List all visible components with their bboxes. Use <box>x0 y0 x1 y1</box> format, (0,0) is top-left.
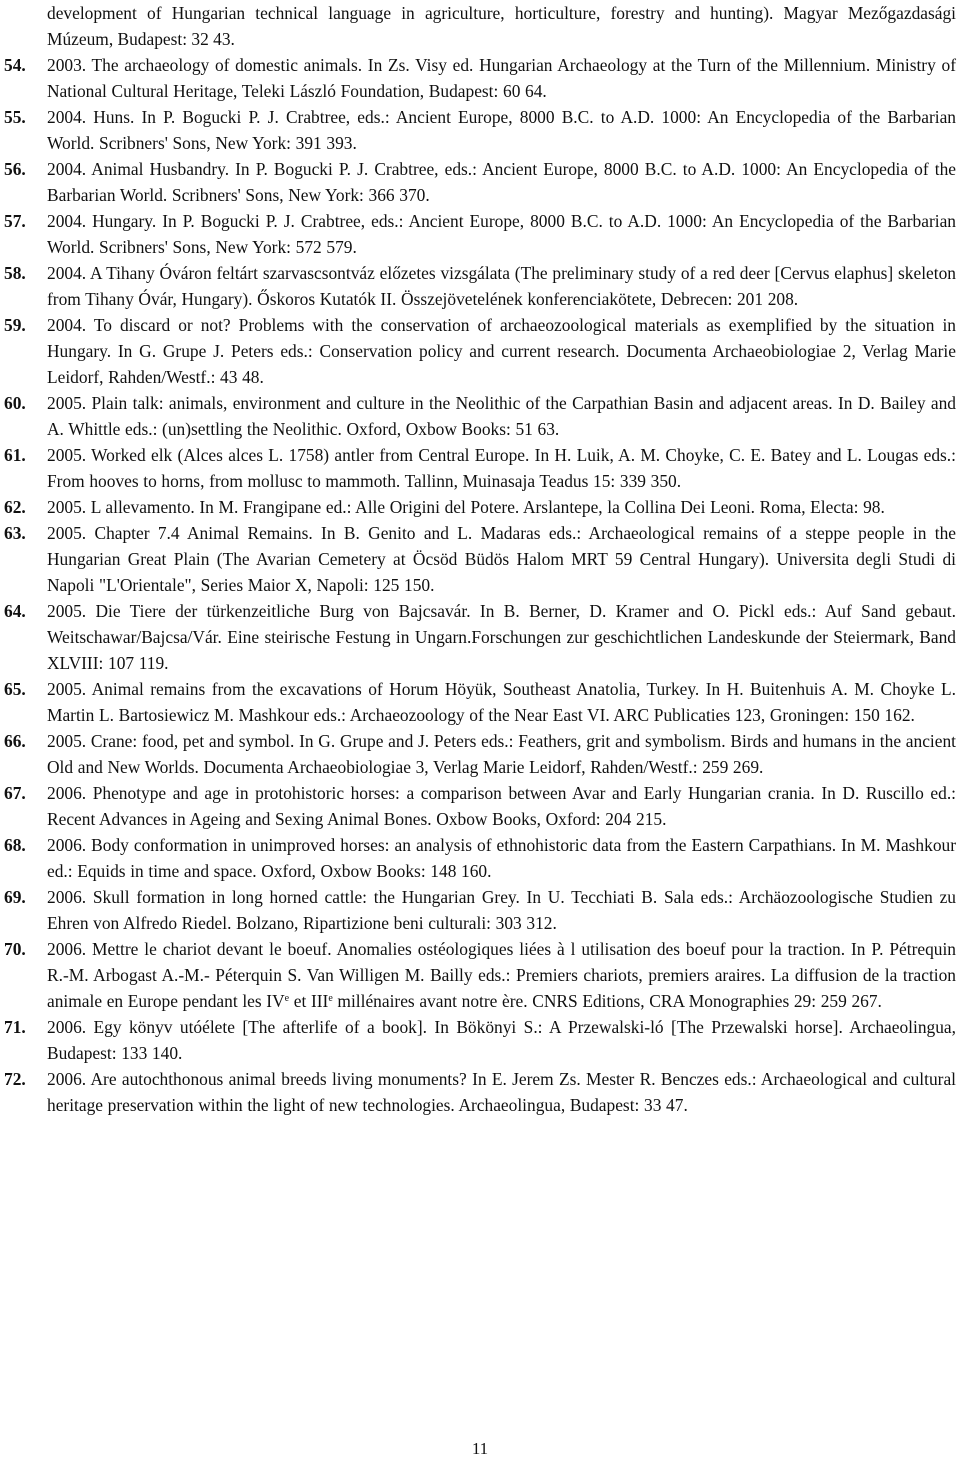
entry-text: 2005. Worked elk (Alces alces L. 1758) antler from Central Europe. In H. Luik, A. M. Choyke, C. E. Batey and L. Lougas eds.: From hooves to horns, from mollusc to mammoth. Tallinn, Muinasaja Teadus 15: 339 350. <box>47 445 956 491</box>
list-item <box>0 1066 956 1118</box>
entry-text-part: 2006. Mettre le chariot devant le boeuf. Anomalies ostéologiques liées à l utilisation des boeuf pour la traction. In P. Pétrequin R.-M. Arbogast A.-M.- Péterquin S. Van Willigen M. Bailly eds.: Premiers chariots, premiers araires. La diffusion de la traction animale en Europe pendant les IV <box>47 939 956 1011</box>
entry-text: 2004. Animal Husbandry. In P. Bogucki P. J. Crabtree, eds.: Ancient Europe, 8000 B.C. to A.D. 1000: An Encyclopedia of the Barbarian World. Scribners' Sons, New York: 366 370. <box>47 159 956 205</box>
entry-number: 60. <box>4 393 26 413</box>
entry-text: 2006. Body conformation in unimproved horses: an analysis of ethnohistoric data from the Eastern Carpathians. In M. Mashkour ed.: Equids in time and space. Oxford, Oxbow Books: 148 160. <box>47 835 956 881</box>
list-item <box>0 312 956 390</box>
entry-text: 2005. L allevamento. In M. Frangipane ed.: Alle Origini del Potere. Arslantepe, la Collina Dei Leoni. Roma, Electa: 98. <box>47 497 885 517</box>
list-item <box>0 728 956 780</box>
entry-number: 57. <box>4 211 26 231</box>
page-number: 11 <box>471 1439 489 1458</box>
list-item <box>0 884 956 936</box>
entry-number: 54. <box>4 55 26 75</box>
entry-number: 68. <box>4 835 26 855</box>
entry-number: 56. <box>4 159 26 179</box>
entry-number: 70. <box>4 939 26 959</box>
entry-text: 2006. Phenotype and age in protohistoric horses: a comparison between Avar and Early Hungarian crania. In D. Ruscillo ed.: Recent Advances in Ageing and Sexing Animal Bones. Oxbow Books, Oxford: 204 215. <box>47 783 956 829</box>
entry-number: 64. <box>4 601 26 621</box>
entry-number: 72. <box>4 1069 26 1089</box>
list-item <box>0 598 956 676</box>
superscript: e <box>328 993 333 1004</box>
entry-text-part: et III <box>289 991 329 1011</box>
entry-text-part: millénaires avant notre ère. CNRS Editions, CRA Monographies 29: 259 267. <box>332 991 882 1011</box>
list-item <box>0 104 956 156</box>
list-item <box>0 442 956 494</box>
entry-number: 63. <box>4 523 26 543</box>
list-item <box>0 52 956 104</box>
entry-text: 2005. Chapter 7.4 Animal Remains. In B. Genito and L. Madaras eds.: Archaeological remains of a steppe people in the Hungarian Great Plain (The Avarian Cemetery at Öcsöd Büdös Halom MRT 59 Central Hungary). Universita degli Studi di Napoli "L'Orientale", Series Maior X, Napoli: 125 150. <box>47 523 956 595</box>
list-item <box>0 832 956 884</box>
entry-text: 2004. Hungary. In P. Bogucki P. J. Crabtree, eds.: Ancient Europe, 8000 B.C. to A.D. 1000: An Encyclopedia of the Barbarian World. Scribners' Sons, New York: 572 579. <box>47 211 956 257</box>
entry-text: 2006. Are autochthonous animal breeds living monuments? In E. Jerem Zs. Mester R. Benczes eds.: Archaeological and cultural heritage preservation within the light of new technologies. Archaeolingua, Budapest: 33 47. <box>47 1069 956 1115</box>
entry-text: 2004. Huns. In P. Bogucki P. J. Crabtree, eds.: Ancient Europe, 8000 B.C. to A.D. 1000: An Encyclopedia of the Barbarian World. Scribners' Sons, New York: 391 393. <box>47 107 956 153</box>
entry-text: 2004. A Tihany Óváron feltárt szarvascsontváz előzetes vizsgálata (The preliminary study of a red deer [Cervus elaphus] skeleton from Tihany Óvár, Hungary). Őskoros Kutatók II. Összejövetelének konferenciakötete, Debrecen: 201 208. <box>47 263 956 309</box>
list-item <box>0 676 956 728</box>
entry-number: 69. <box>4 887 26 907</box>
list-item <box>0 208 956 260</box>
entry-text: 2005. Crane: food, pet and symbol. In G. Grupe and J. Peters eds.: Feathers, grit and symbolism. Birds and humans in the ancient Old and New Worlds. Documenta Archaeobiologiae 3, Verlag Marie Leidorf, Rahden/Westf.: 259 269. <box>47 731 956 777</box>
entry-text: 2005. Die Tiere der türkenzeitliche Burg von Bajcsavár. In B. Berner, D. Kramer and O. Pickl eds.: Auf Sand gebaut. Weitschawar/Bajcsa/Vár. Eine steirische Festung in Ungarn.Forschungen zur geschichtlichen Landeskunde der Steiermark, Band XLVIII: 107 119. <box>47 601 956 673</box>
entry-number: 67. <box>4 783 26 803</box>
entry-text: 2005. Plain talk: animals, environment and culture in the Neolithic of the Carpathian Basin and adjacent areas. In D. Bailey and A. Whittle eds.: (un)settling the Neolithic. Oxford, Oxbow Books: 51 63. <box>47 393 956 439</box>
entry-text: 2004. To discard or not? Problems with the conservation of archaeozoological materials as exemplified by the situation in Hungary. In G. Grupe J. Peters eds.: Conservation policy and current research. Documenta Archaeobiologiae 2, Verlag Marie Leidorf, Rahden/Westf.: 43 48. <box>47 315 956 387</box>
entry-text: 2003. The archaeology of domestic animals. In Zs. Visy ed. Hungarian Archaeology at the Turn of the Millennium. Ministry of National Cultural Heritage, Teleki László Foundation, Budapest: 60 64. <box>47 55 956 101</box>
list-item <box>0 520 956 598</box>
entry-text: 2006. Skull formation in long horned cattle: the Hungarian Grey. In U. Tecchiati B. Sala eds.: Archäozoologische Studien zu Ehren von Alfredo Riedel. Bolzano, Ripartizione beni culturali: 303 312. <box>47 887 956 933</box>
entry-number: 61. <box>4 445 26 465</box>
entry-text: 2006. Egy könyv utóélete [The afterlife of a book]. In Bökönyi S.: A Przewalski-ló [The Przewalski horse]. Archaeolingua, Budapest: 133 140. <box>47 1017 956 1063</box>
continued-entry-text: development of Hungarian technical language in agriculture, horticulture, forestry and hunting). Magyar Mezőgazdasági Múzeum, Budapest: 32 43. <box>47 3 956 49</box>
list-item <box>0 936 956 1014</box>
entry-number: 58. <box>4 263 26 283</box>
entry-text: 2005. Animal remains from the excavations of Horum Höyük, Southeast Anatolia, Turkey. In H. Buitenhuis A. M. Choyke L. Martin L. Bartosiewicz M. Mashkour eds.: Archaeozoology of the Near East VI. ARC Publicaties 123, Groningen: 150 162. <box>47 679 956 725</box>
list-item <box>0 494 956 520</box>
list-item <box>0 260 956 312</box>
entry-number: 62. <box>4 497 26 517</box>
list-item <box>0 390 956 442</box>
entry-number: 71. <box>4 1017 26 1037</box>
entry-number: 66. <box>4 731 26 751</box>
list-item <box>0 156 956 208</box>
superscript: e <box>284 993 290 1004</box>
entry-text <box>47 936 956 1014</box>
list-item <box>0 1014 956 1066</box>
entry-number: 55. <box>4 107 26 127</box>
list-item <box>0 780 956 832</box>
entry-number: 59. <box>4 315 26 335</box>
entry-number: 65. <box>4 679 26 699</box>
